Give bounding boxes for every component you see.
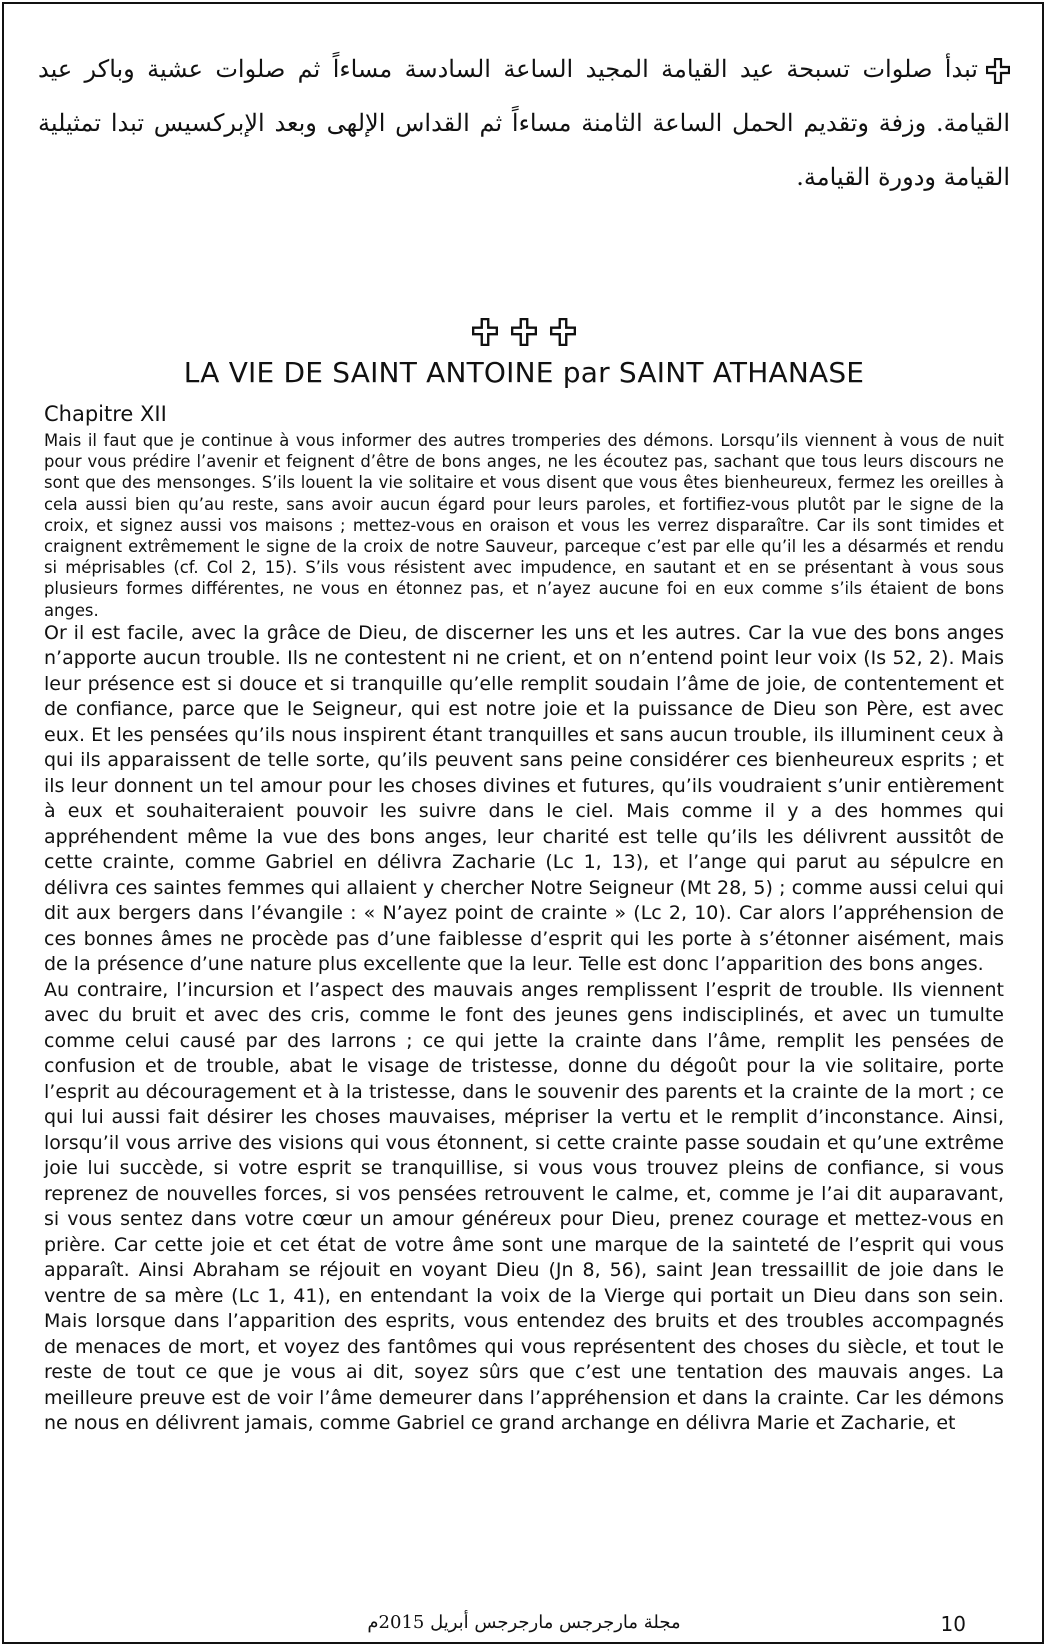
cross-icon [472,318,498,346]
paragraph: Au contraire, l’incursion et l’aspect des mauvais anges remplissent l’esprit de trouble. Ils viennent avec du bruit et avec des cris, comme le font des jeunes gens indisciplinés, et avec un tumulte comme celui causé par des larrons ; ce qui jette la crainte dans l’âme, remplit les pensées de confusion et de trouble, abat le visage de tristesse, donne du dégoût pour la vie solitaire, porte l’esprit au découragement et à la tristesse, dans le souvenir des parents et la crainte de la mort ; ce qui lui aussi fait désirer les choses mauvaises, mépriser la vertu et le remplit d’inconstance. Ainsi, lorsqu’il vous arrive des visions qui vous étonnent, si cette crainte passe soudain et qu’une extrême joie lui succède, si votre esprit se tranquillise, si vous vous trouvez pleins de confiance, si vous reprenez de nouvelles forces, si vos pensées retrouvent le calme, et, comme je l’ai dit auparavant, si vous sentez dans votre cœur un amour généreux pour Dieu, prenez courage et mettez-vous en prière. Car cette joie et cet état de votre âme sont une marque de la sainteté de l’esprit qui vous apparaît. Ainsi Abraham se réjouit en voyant Dieu (Jn 8, 56), saint Jean tressaillit de joie dans le ventre de sa mère (Lc 1, 41), en entendant la voix de la Vierge qui portait un Dieu dans son sein. Mais lorsque dans l’apparition des esprits, vous entendez des bruits et des troubles accompagnés de menaces de mort, et voyez des fantômes qui vous représentent des choses du siècle, et tout le reste de tout ce que je vous ai dit, soyez sûrs que c’est une tentation des mauvais anges. La meilleure preuve est de voir l’âme demeurer dans l’appréhension et dans la crainte. Car les démons ne nous en délivrent jamais, comme Gabriel ce grand archange en délivra Marie et Zacharie, et [44,978,1004,1435]
cross-icon [511,318,537,346]
article-title: LA VIE DE SAINT ANTOINE par SAINT ATHANASE [183,356,865,389]
article-body [44,430,1004,1437]
arabic-intro-text: تبدأ صلوات تسبحة عيد القيامة المجيد الساعة السادسة مساءاً ثم صلوات عشية وباكر عيد القيامة. وزفة وتقديم الحمل الساعة الثامنة مساءاً ثم القداس الإلهى وبعد الإبركسيس تبدا تمثيلية القيامة ودورة القيامة. [38,55,1010,191]
paragraph: Mais il faut que je continue à vous informer des autres tromperies des démons. Lorsqu’ils viennent à vous de nuit pour vous prédire l’avenir et feignent d’être de bons anges, ne les écoutez pas, sachant que tous leurs discours ne sont que des mensonges. S’ils louent la vie solitaire et vous disent que vous êtes bienheureux, fermez les oreilles à cela aussi bien qu’au reste, sans avoir aucun égard pour leurs paroles, et fortifiez-vous plutôt par le signe de la croix, et signez aussi vos maisons ; mettez-vous en oraison et vous les verrez disparaître. Car ils sont timides et craignent extrêmement le signe de la croix de notre Sauveur, parceque c’est par elle qu’il les a désarmés et rendu si méprisables (cf. Col 2, 15). S’ils vous résistent avec impudence, en sautant et en se présentant à vous sous plusieurs formes différentes, ne vous en étonnez pas, et n’ayez aucune foi en eux comme s’ils étaient de bons anges. [44,431,1004,620]
chapter-heading: Chapitre XII [44,402,167,426]
cross-icon [550,318,576,346]
page-number: 10 [940,1612,966,1636]
cross-ornament [0,318,1048,346]
journal-name: مجلة مارجرجس مارجرجس أبريل 2015م [367,1612,681,1633]
paragraph: Or il est facile, avec la grâce de Dieu, de discerner les uns et les autres. Car la vue des bons anges n’apporte aucun trouble. Ils ne contestent ni ne crient, et on n’entend point leur voix (Is 52, 2). Mais leur présence est si douce et si tranquille qu’elle remplit soudain l’âme de joie, de contentement et de confiance, parce que le Seigneur, qui est notre joie et la puissance de Dieu son Père, est avec eux. Et les pensées qu’ils nous inspirent étant tranquilles et sans aucun trouble, ils illuminent ceux à qui ils apparaissent de telle sorte, qu’ils peuvent sans peine considérer ces bienheureux esprits ; et ils leur donnent un tel amour pour les choses divines et futures, qu’ils voudraient s’unir entièrement à eux et souhaiteraient pouvoir les suivre dans le ciel. Mais comme il y a des hommes qui appréhendent même la vue des bons anges, leur charité est telle qu’ils les délivrent aussitôt de cette crainte, comme Gabriel en délivra Zacharie (Lc 1, 13), et l’ange qui parut au sépulcre en délivra ces saintes femmes qui allaient y chercher Notre Seigneur (Mt 28, 5) ; comme aussi celui qui dit aux bergers dans l’évangile : « N’ayez point de crainte » (Lc 2, 10). Car alors l’appréhension de ces bonnes âmes ne procède pas d’une faiblesse d’esprit qui les porte à s’étonner aisément, mais de la présence d’une nature plus excellente que la leur. Telle est donc l’apparition des bons anges. [44,621,1004,976]
cross-icon [986,58,1010,84]
page-footer [44,1612,1004,1642]
arabic-intro [38,42,1010,204]
